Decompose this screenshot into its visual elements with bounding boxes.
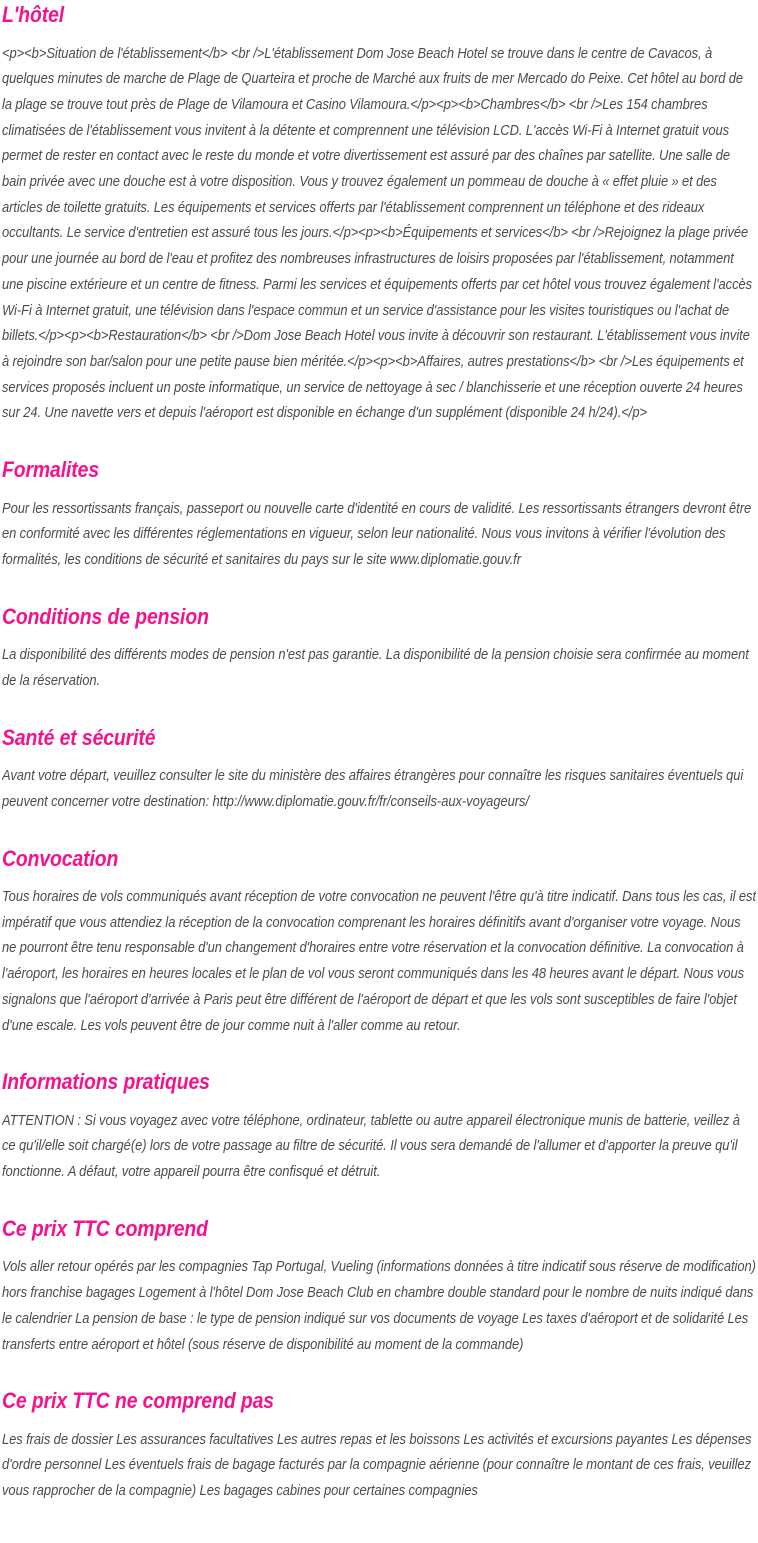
section-body-convocation: Tous horaires de vols communiqués avant réception de votre convocation ne peuvent l'être qu'à titre indicatif. Dans tous les cas, il est impératif que vous attendiez la réception de la convocation comprenant les horaires définitifs avant d'organiser votre voyage. Nous ne pourront être tenu responsable d'un changement d'horaires entre votre réservation et la convocation définitive. La convocation à l'aéroport, les horaires en heures locales et le plan de vol vous seront communiqués dans les 48 heures avant le départ. Nous vous signalons que l'aéroport d'arrivée à Paris peut être différent de l'aéroport de départ et que les vols sont susceptibles de faire l'objet d'une escale. Les vols peuvent être de jour comme nuit à l'aller comme au retour. — [2, 889, 756, 1034]
section-sante-et-securite — [2, 725, 756, 816]
section-title-formalites: Formalites — [2, 457, 100, 483]
section-body-conditions-de-pension: La disponibilité des différents modes de pension n'est pas garantie. La disponibilité de la pension choisie sera confirmée au moment de la réservation. — [2, 647, 749, 689]
section-body-ce-prix-ttc-comprend: Vols aller retour opérés par les compagnies Tap Portugal, Vueling (informations données à titre indicatif sous réserve de modification) hors franchise bagages Logement à l'hôtel Dom Jose Beach Club en chambre double standard pour le nombre de nuits indiqué dans le calendrier La pension de base : le type de pension indiqué sur vos documents de voyage Les taxes d'aéroport et de solidarité Les transferts entre aéroport et hôtel (sous réserve de disponibilité au moment de la commande) — [2, 1259, 756, 1353]
section-body-wrapper-ce-prix-ttc-comprend — [2, 1255, 756, 1358]
section-body-wrapper-informations-pratiques — [2, 1109, 756, 1186]
section-title-sante-et-securite: Santé et sécurité — [2, 724, 156, 750]
section-title-ce-prix-ttc-comprend: Ce prix TTC comprend — [2, 1215, 208, 1241]
section-convocation — [2, 846, 756, 1040]
travel-info-document — [0, 2, 758, 1513]
section-title-ce-prix-ttc-ne-comprend-pas: Ce prix TTC ne comprend pas — [2, 1388, 274, 1414]
section-conditions-de-pension — [2, 604, 756, 695]
section-body-sante-et-securite: Avant votre départ, veuillez consulter le site du ministère des affaires étrangères pour connaître les risques sanitaires éventuels qui peuvent concerner votre destination: http://www.diplomatie.gouv.fr/fr/conseils-aux-voyageurs/ — [2, 768, 744, 810]
section-title-convocation: Convocation — [2, 845, 119, 871]
section-formalites — [2, 457, 756, 574]
section-body-wrapper-hotel — [2, 42, 756, 428]
section-title-conditions-de-pension: Conditions de pension — [2, 603, 209, 629]
section-title-informations-pratiques: Informations pratiques — [2, 1069, 210, 1095]
section-body-wrapper-ce-prix-ttc-ne-comprend-pas — [2, 1428, 756, 1505]
section-body-wrapper-conditions-de-pension — [2, 643, 756, 694]
section-ce-prix-ttc-comprend — [2, 1216, 756, 1358]
section-body-wrapper-sante-et-securite — [2, 764, 756, 815]
section-body-informations-pratiques: ATTENTION : Si vous voyagez avec votre téléphone, ordinateur, tablette ou autre appareil électronique munis de batterie, veillez à ce qu'il/elle soit chargé(e) lors de votre passage au filtre de sécurité. Il vous sera demandé de l'allumer et d'apporter la preuve qu'il fonctionne. A défaut, votre appareil pourra être confisqué et détruit. — [2, 1112, 740, 1181]
section-body-wrapper-formalites — [2, 497, 756, 574]
section-ce-prix-ttc-ne-comprend-pas — [2, 1388, 756, 1505]
section-body-hotel: <p><b>Situation de l'établissement</b> <br />L'établissement Dom Jose Beach Hotel se trouve dans le centre de Cavacos, à quelques minutes de marche de Plage de Quarteira et proche de Marché aux fruits de mer Mercado do Peixe. Cet hôtel au bord de la plage se trouve tout près de Plage de Vilamoura et Casino Vilamoura.</p><p><b>Chambres</b> <br />Les 154 chambres climatisées de l'établissement vous invitent à la détente et comprennent une télévision LCD. L'accès Wi-Fi à Internet gratuit vous permet de rester en contact avec le reste du monde et votre divertissement est assuré par des chaînes par satellite. Une salle de bain privée avec une douche est à votre disposition. Vous y trouvez également un pommeau de douche à « effet pluie » et des articles de toilette gratuits. Les équipements et services offerts par l'établissement comprennent un téléphone et des rideaux occultants. Le service d'entretien est assuré tous les jours.</p><p><b>Équipements et services</b> <br />Rejoignez la plage privée pour une journée au bord de l'eau et profitez des nombreuses infrastructures de loisirs proposées par l'établissement, notamment une piscine extérieure et un centre de fitness. Parmi les services et équipements offerts par cet hôtel vous trouvez également l'accès Wi-Fi à Internet gratuit, une télévision dans l'espace commun et un service d'assistance pour les visites touristiques ou l'achat de billets.</p><p><b>Restauration</b> <br />Dom Jose Beach Hotel vous invite à découvrir son restaurant. L'établissement vous invite à rejoindre son bar/salon pour une petite pause bien méritée.</p><p><b>Affaires, autres prestations</b> <br />Les équipements et services proposés incluent un poste informatique, un service de nettoyage à sec / blanchisserie et une réception ouverte 24 heures sur 24. Une navette vers et depuis l'aéroport est disponible en échange d'un supplément (disponible 24 h/24).</p> — [2, 45, 753, 422]
section-body-wrapper-convocation — [2, 885, 756, 1039]
section-body-ce-prix-ttc-ne-comprend-pas: Les frais de dossier Les assurances facultatives Les autres repas et les boissons Les activités et excursions payantes Les dépenses d'ordre personnel Les éventuels frais de bagage facturés par la compagnie aérienne (pour connaître le montant de ces frais, veuillez vous rapprocher de la compagnie) Les bagages cabines pour certaines compagnies — [2, 1431, 752, 1500]
section-body-formalites: Pour les ressortissants français, passeport ou nouvelle carte d'identité en cours de validité. Les ressortissants étrangers devront être en conformité avec les différentes réglementations en vigueur, selon leur nationalité. Nous vous invitons à vérifier l'évolution des formalités, les conditions de sécurité et sanitaires du pays sur le site www.diplomatie.gouv.fr — [2, 500, 752, 568]
section-informations-pratiques — [2, 1069, 756, 1186]
section-hotel — [2, 2, 756, 427]
section-title-hotel: L'hôtel — [2, 2, 65, 27]
